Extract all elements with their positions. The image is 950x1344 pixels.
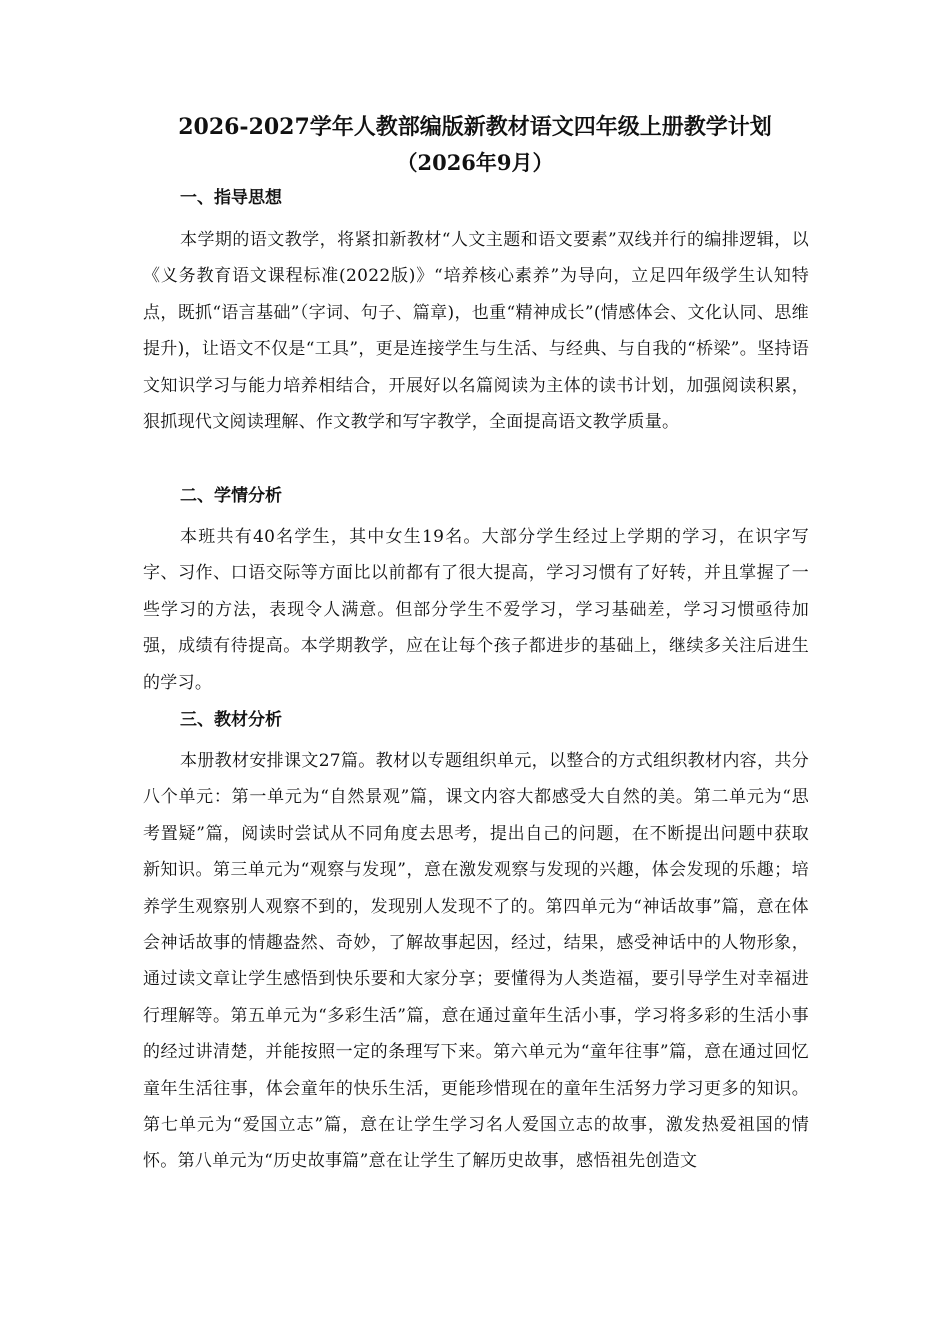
section-paragraph-student-analysis: 本班共有40名学生，其中女生19名。大部分学生经过上学期的学习，在识字写字、习作、口语交际等方面比以前都有了很大提高，学习习惯有了好转，并且掌握了一些学习的方法，表现令人满意。但部分学生不爱学习，学习基础差，学习习惯亟待加强，成绩有待提高。本学期教学，应在让每个孩子都进步的基础上，继续多关注后进生的学习。 <box>143 527 809 693</box>
document-date: （2026年9月） <box>396 150 554 175</box>
document-title: 2026-2027学年人教部编版新教材语文四年级上册教学计划 <box>178 114 772 140</box>
section-heading-textbook-analysis: 三、教材分析 <box>180 710 282 730</box>
section-paragraph-textbook-analysis: 本册教材安排课文27篇。教材以专题组织单元，以整合的方式组织教材内容，共分八个单元：第一单元为“自然景观”篇，课文内容大都感受大自然的美。第二单元为“思考置疑”篇，阅读时尝试从不同角度去思考，提出自己的问题，在不断提出问题中获取新知识。第三单元为“观察与发现”，意在激发观察与发现的兴趣，体会发现的乐趣；培养学生观察别人观察不到的，发现别人发现不了的。第四单元为“神话故事”篇，意在体会神话故事的情趣盎然、奇妙，了解故事起因，经过，结果，感受神话中的人物形象，通过读文章让学生感悟到快乐要和大家分享；要懂得为人类造福，要引导学生对幸福进行理解等。第五单元为“多彩生活”篇，意在通过童年生活小事，学习将多彩的生活小事的经过讲清楚，并能按照一定的条理写下来。第六单元为“童年往事”篇，意在通过回忆童年生活往事，体会童年的快乐生活，更能珍惜现在的童年生活努力学习更多的知识。第七单元为“爱国立志”篇，意在让学生学习名人爱国立志的故事，激发热爱祖国的情怀。第八单元为“历史故事篇”意在让学生了解历史故事，感悟祖先创造文 <box>143 751 809 1172</box>
section-heading-student-analysis: 二、学情分析 <box>180 486 282 506</box>
section-paragraph-guiding-ideology: 本学期的语文教学，将紧扣新教材“人文主题和语文要素”双线并行的编排逻辑，以《义务教育语文课程标准(2022版)》“培养核心素养”为导向，立足四年级学生认知特点，既抓“语言基础”（字词、句子、篇章)，也重“精神成长”(情感体会、文化认同、思维提升)，让语文不仅是“工具”，更是连接学生与生活、与经典、与自我的“桥梁”。坚持语文知识学习与能力培养相结合，开展好以名篇阅读为主体的读书计划，加强阅读积累，狠抓现代文阅读理解、作文教学和写字教学，全面提高语文教学质量。 <box>143 230 809 433</box>
section-heading-guiding-ideology: 一、指导思想 <box>180 188 282 208</box>
